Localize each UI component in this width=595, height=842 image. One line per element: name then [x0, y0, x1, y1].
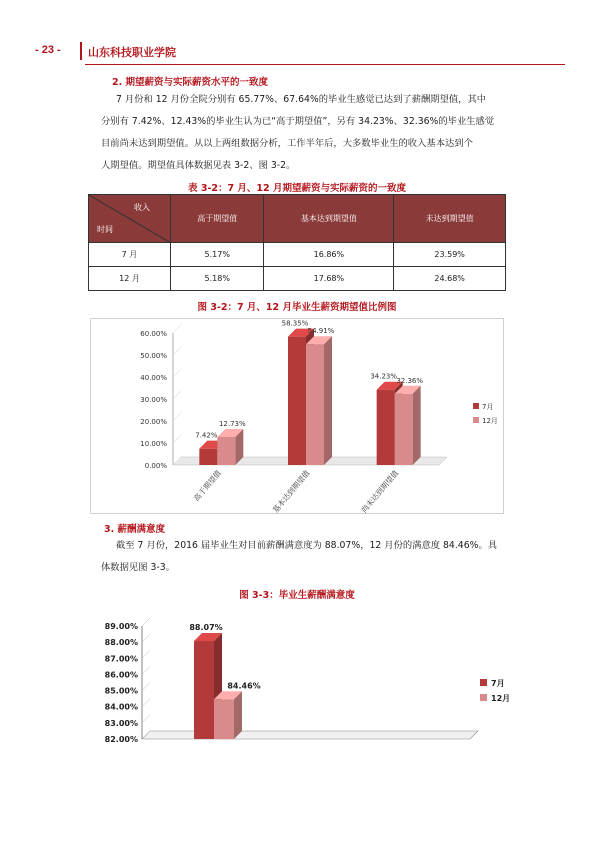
legend-swatch	[473, 403, 479, 409]
bar-side	[324, 336, 332, 465]
table-header-cell: 高于期望值	[171, 195, 264, 243]
paragraph-line: 7 月份和 12 月份全院分别有 65.77%、67.64%的毕业生感觉已达到了薪酬期望值，其中	[116, 94, 487, 105]
table-header-cell: 基本达到期望值	[264, 195, 394, 243]
paragraph-line: 分别有 7.42%、12.43%的毕业生认为已“高于期望值”，另有 34.23%、32.36%的毕业生感觉	[101, 116, 495, 127]
table-header-cell: 未达到期望值	[394, 195, 506, 243]
gridline	[142, 699, 150, 707]
bar	[377, 390, 395, 465]
table-row	[89, 243, 506, 267]
gridline	[173, 413, 181, 421]
gridline	[173, 325, 181, 333]
y-tick-label: 88.00%	[104, 638, 138, 648]
bar-side	[413, 386, 421, 465]
bar-side	[234, 691, 242, 739]
table-cell: 5.17%	[171, 243, 264, 267]
x-tick-label: 高于期望值	[191, 468, 223, 504]
y-tick-label: 83.00%	[104, 718, 138, 728]
legend-swatch	[480, 694, 487, 701]
y-tick-label: 0.00%	[144, 462, 167, 470]
table-cell: 5.18%	[171, 267, 264, 291]
legend-swatch	[480, 679, 487, 686]
data-label: 54.91%	[307, 327, 335, 336]
chart-2-frame	[90, 612, 530, 752]
bar	[288, 337, 306, 465]
paragraph-line: 人期望值。期望值具体数据见表 3-2、图 3-2。	[101, 160, 296, 171]
table-row-label: 7 月	[89, 243, 171, 267]
bar	[395, 394, 413, 465]
table-cell: 16.86%	[264, 243, 394, 267]
y-tick-label: 84.00%	[104, 702, 138, 712]
legend-label: 12月	[482, 417, 498, 425]
gridline	[142, 666, 150, 674]
y-tick-label: 89.00%	[104, 622, 138, 631]
header-divider	[80, 42, 82, 60]
data-label: 32.36%	[396, 376, 424, 385]
data-label: 58.35%	[281, 319, 309, 328]
y-tick-label: 50.00%	[140, 352, 167, 360]
table-cell: 24.68%	[394, 267, 506, 291]
y-tick-label: 85.00%	[104, 686, 138, 696]
y-tick-label: 40.00%	[140, 374, 167, 382]
y-tick-label: 87.00%	[104, 654, 138, 664]
bar	[199, 449, 217, 465]
section-2-title: 2. 期望薪资与实际薪资水平的一致度	[112, 77, 269, 88]
bar	[306, 344, 324, 465]
school-name: 山东科技职业学院	[88, 46, 176, 59]
y-tick-label: 30.00%	[140, 396, 167, 404]
x-tick-label: 基本达到期望值	[270, 468, 312, 515]
table-cell: 23.59%	[394, 243, 506, 267]
gridline	[142, 634, 150, 642]
expectation-table	[88, 194, 506, 291]
table-row	[89, 267, 506, 291]
y-tick-label: 10.00%	[140, 440, 167, 448]
section-2-paragraph	[100, 89, 510, 177]
section-3-paragraph	[100, 535, 510, 579]
paragraph-line: 体数据见图 3-3。	[101, 562, 175, 573]
y-tick-label: 86.00%	[104, 670, 138, 680]
gridline	[142, 618, 150, 626]
diagonal-line	[89, 195, 171, 243]
corner-label-income: 收入	[134, 203, 150, 212]
legend-label: 7月	[491, 679, 505, 688]
data-label: 34.23%	[370, 372, 398, 381]
table-caption: 表 3-2：7 月、12 月期望薪资与实际薪资的一致度	[188, 183, 406, 194]
gridline	[142, 715, 150, 723]
gridline	[173, 347, 181, 355]
legend-swatch	[473, 417, 479, 423]
page-header	[35, 42, 565, 62]
y-tick-label: 82.00%	[104, 735, 138, 744]
bar	[194, 641, 214, 739]
table-corner-cell	[89, 195, 171, 243]
legend-label: 7月	[482, 403, 494, 411]
paragraph-line: 截至 7 月份，2016 届毕业生对目前薪酬满意度为 88.07%，12 月份的满意度 84.46%。具	[116, 540, 498, 551]
gridline	[173, 391, 181, 399]
bar	[214, 699, 234, 739]
gridline	[173, 435, 181, 443]
chart-2	[90, 612, 530, 752]
table-cell: 17.68%	[264, 267, 394, 291]
paragraph-line: 目前尚未达到期望值。从以上两组数据分析，工作半年后，大多数毕业生的收入基本达到个	[101, 138, 473, 149]
gridline	[142, 683, 150, 691]
legend-label: 12月	[491, 694, 511, 703]
header-rule	[85, 64, 565, 65]
y-tick-label: 60.00%	[140, 330, 167, 338]
table-header-row	[89, 195, 506, 243]
chart-1-caption: 图 3-2：7 月、12 月毕业生薪资期望值比例图	[197, 302, 397, 313]
data-label: 12.73%	[218, 419, 246, 428]
gridline	[173, 369, 181, 377]
data-label: 88.07%	[189, 623, 223, 633]
data-label: 84.46%	[227, 681, 261, 691]
data-label: 7.42%	[195, 431, 218, 440]
chart-2-caption: 图 3-3：毕业生薪酬满意度	[239, 590, 355, 601]
table-row-label: 12 月	[89, 267, 171, 291]
section-3-title: 3. 薪酬满意度	[104, 524, 166, 535]
chart-1-frame	[90, 318, 504, 514]
gridline	[142, 650, 150, 658]
bar	[217, 437, 235, 465]
chart-floor	[142, 731, 478, 739]
chart-1	[91, 319, 505, 515]
y-tick-label: 20.00%	[140, 418, 167, 426]
x-tick-label: 尚未达到期望值	[359, 468, 401, 515]
page-number: - 23 -	[35, 44, 61, 56]
corner-label-time: 时间	[97, 225, 113, 234]
